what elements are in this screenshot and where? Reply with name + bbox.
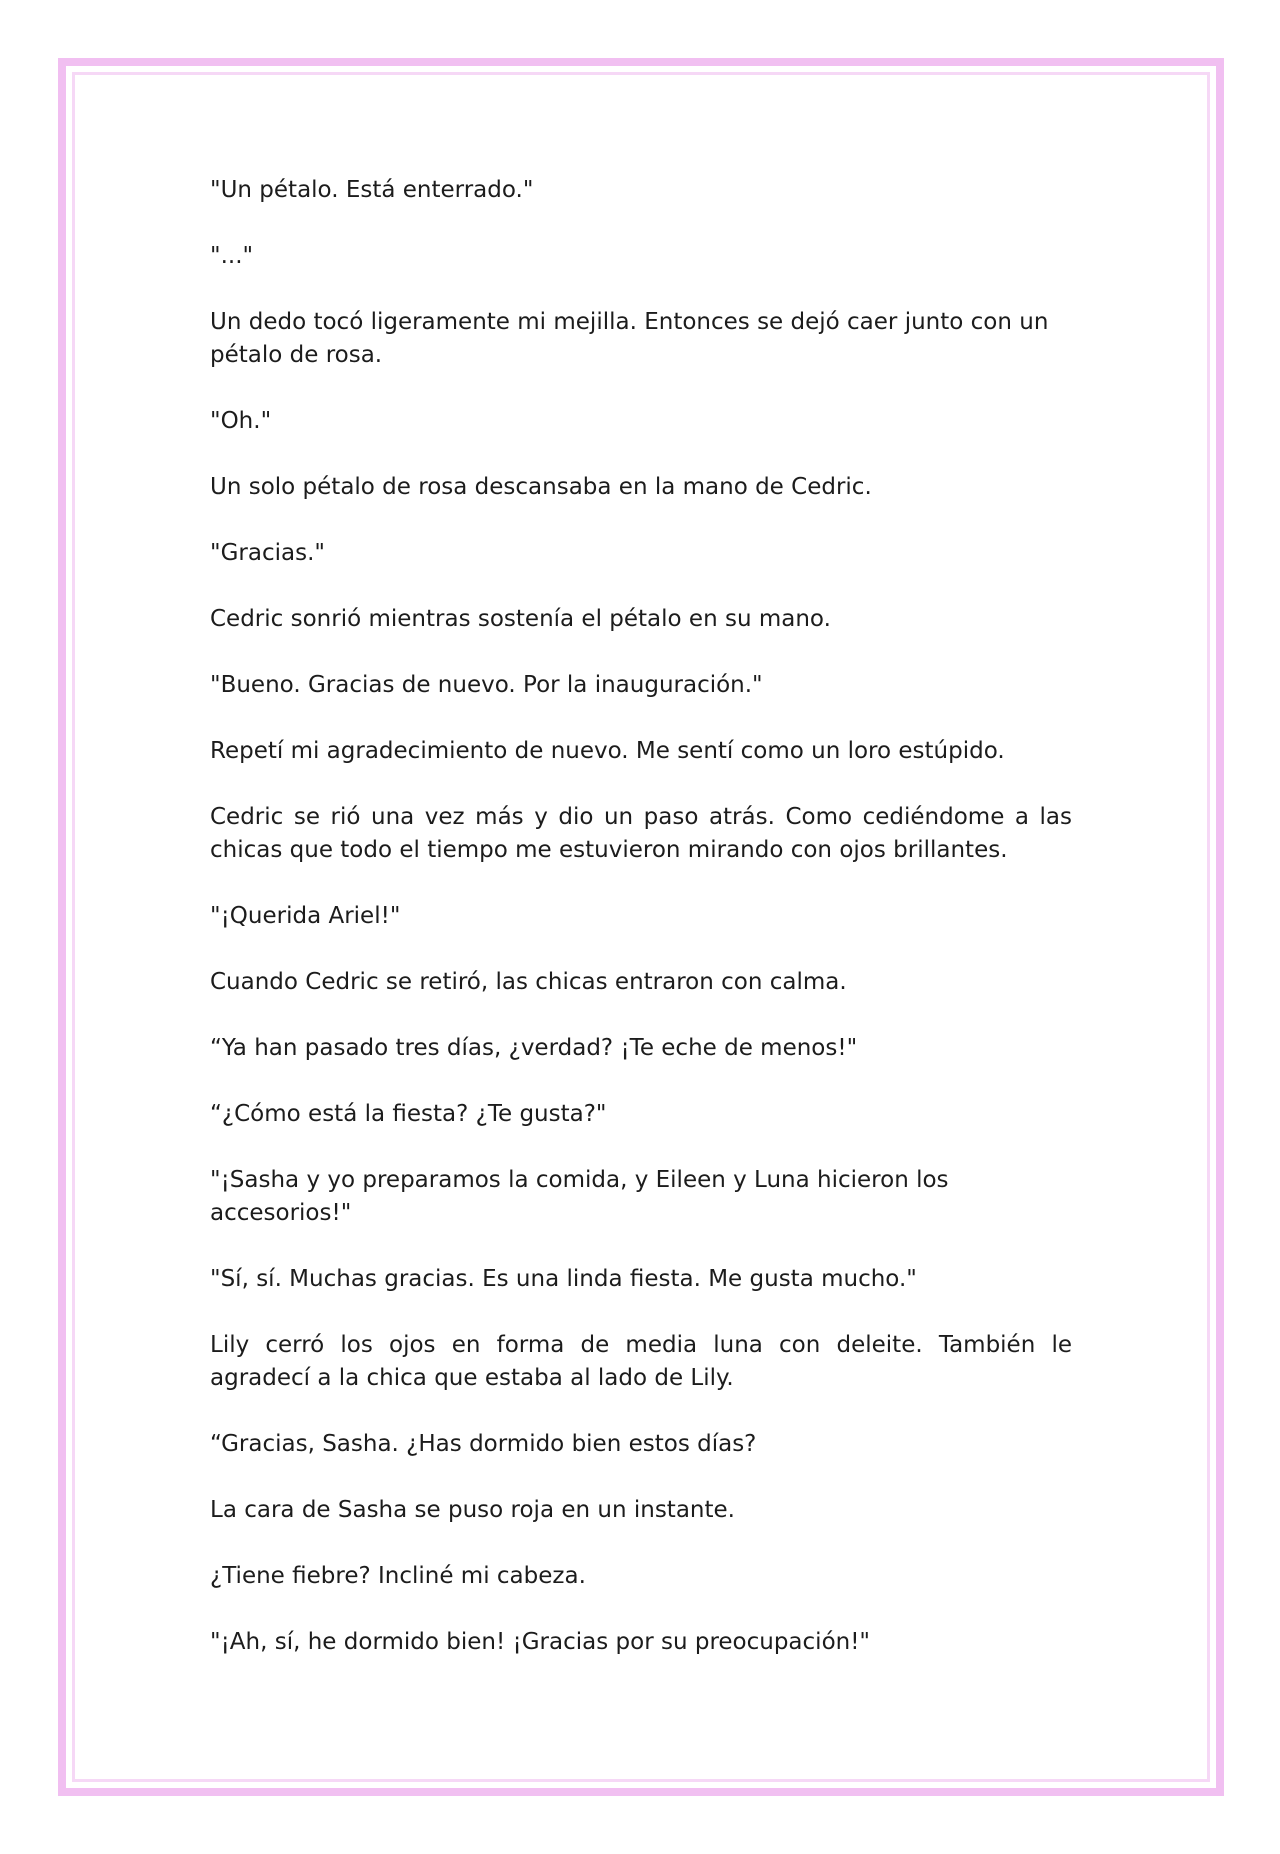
paragraph: "¡Querida Ariel!" xyxy=(210,903,401,929)
paragraph: La cara de Sasha se puso roja en un instante. xyxy=(210,1497,735,1523)
document-body xyxy=(210,174,1072,1692)
paragraph: "Bueno. Gracias de nuevo. Por la inauguración." xyxy=(210,672,763,698)
paragraph: “Gracias, Sasha. ¿Has dormido bien estos días? xyxy=(210,1431,757,1457)
paragraph: Cuando Cedric se retiró, las chicas entraron con calma. xyxy=(210,969,847,995)
paragraph: "¡Ah, sí, he dormido bien! ¡Gracias por su preocupación!" xyxy=(210,1629,871,1655)
paragraph: “Ya han pasado tres días, ¿verdad? ¡Te eche de menos!" xyxy=(210,1035,858,1061)
paragraph: Cedric se rió una vez más y dio un paso atrás. Como cediéndome a las chicas que todo el tiempo me estuvieron mirando con ojos brillantes. xyxy=(210,804,1072,863)
paragraph: "Oh." xyxy=(210,408,272,434)
paragraph: “¿Cómo está la fiesta? ¿Te gusta?" xyxy=(210,1101,607,1127)
paragraph: Lily cerró los ojos en forma de media luna con deleite. También le agradecí a la chica que estaba al lado de Lily. xyxy=(210,1332,1072,1391)
paragraph: Repetí mi agradecimiento de nuevo. Me sentí como un loro estúpido. xyxy=(210,738,1005,764)
paragraph: Un solo pétalo de rosa descansaba en la mano de Cedric. xyxy=(210,474,872,500)
paragraph: Un dedo tocó ligeramente mi mejilla. Entonces se dejó caer junto con un pétalo de rosa. xyxy=(210,309,1049,368)
paragraph: ¿Tiene fiebre? Incliné mi cabeza. xyxy=(210,1563,586,1589)
paragraph: "Sí, sí. Muchas gracias. Es una linda fiesta. Me gusta mucho." xyxy=(210,1266,917,1292)
paragraph: "..." xyxy=(210,243,254,269)
paragraph: Cedric sonrió mientras sostenía el pétalo en su mano. xyxy=(210,606,831,632)
paragraph: "Un pétalo. Está enterrado." xyxy=(210,177,534,203)
paragraph: "Gracias." xyxy=(210,540,325,566)
paragraph: "¡Sasha y yo preparamos la comida, y Eileen y Luna hicieron los accesorios!" xyxy=(210,1167,949,1226)
